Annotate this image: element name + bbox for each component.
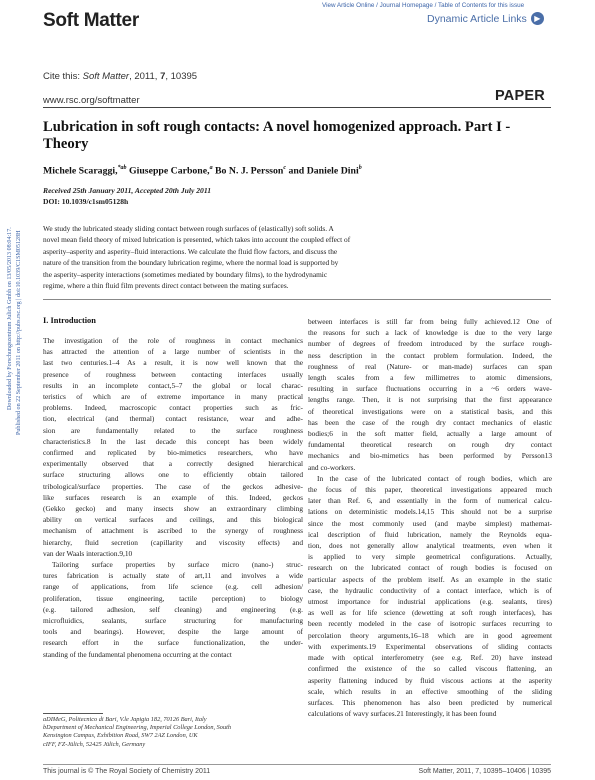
- footnote-line: bDepartment of Mechanical Engineering, Imperial College London, South: [43, 724, 232, 732]
- body-text-line: case, the hydraulic conductivity of a contact interface, which is of: [308, 585, 552, 595]
- abstract-line: nature of the transition from the boundary lubrication regime, where the normal load is supported by: [43, 258, 339, 268]
- body-text-line: later than Ref. 6, and essentially in the form of numerical calcu-: [308, 496, 552, 506]
- body-text-line: has attracted the attention of a large number of scientists in the: [43, 347, 303, 357]
- body-text-line: scale, which results in an effective smoothing of the sliding: [308, 686, 552, 696]
- body-text-line: ability on vertical surfaces and ceilings, and this biological: [43, 515, 303, 525]
- sidebar-published[interactable]: Published on 22 September 2011 on http://pubs.rsc.org | doi:10.1039/C1SM05128H: [16, 230, 22, 435]
- body-text-line: range of applications, from life science (e.g. cell adhesion/: [43, 582, 303, 592]
- article-title: Lubrication in soft rough contacts: A novel homogenized approach. Part I - Theory: [43, 119, 511, 152]
- body-text-line: confirmed and replicated by bio-mimetics researchers, who have: [43, 448, 303, 458]
- body-text-line: teristics of which are of extreme importance in many practical: [43, 392, 303, 402]
- cite-year: , 2011,: [129, 71, 161, 82]
- body-text-line: particular aspects of the problem itself. As an example in the static: [308, 574, 552, 584]
- body-text-line: of theoretical investigations were on a statistical basis, and this: [308, 406, 552, 416]
- abstract-line: regime, where a thin fluid film prevents direct contact between the mating surfaces.: [43, 281, 289, 291]
- cite-prefix: Cite this:: [43, 71, 83, 82]
- body-text-line: tools and bearings). However, despite the large amount of: [43, 627, 303, 637]
- body-text-line: presence of roughness between contacting interfaces usually: [43, 369, 303, 379]
- body-text-line: tures fabrication is actually state of art,11 and involves a wide: [43, 571, 303, 581]
- abstract-line: asperity–asperity and asperity–fluid interactions. We calculate the fluid flow factors, and discuss the: [43, 246, 338, 256]
- body-text-line: (Gekko gecko) and many insects show an extraordinary climbing: [43, 504, 303, 514]
- right-column: [308, 316, 552, 719]
- body-text-line: since the most commonly used (and maybe simplest) mathemat-: [308, 518, 552, 528]
- abstract-line: We study the lubricated steady sliding contact between rough surfaces of (elastically) soft solids. A: [43, 224, 334, 233]
- body-text-line: lations on deterministic models.14,15 This should not be a surprise: [308, 507, 552, 517]
- affiliation-footnotes: [43, 716, 303, 749]
- body-text-line: length scales from a few millimetres to atomic dimensions,: [308, 373, 552, 383]
- cite-volume: 7: [160, 71, 166, 82]
- header-rule: [43, 107, 551, 108]
- body-text-line: sion are fundamentally related to the surface roughness: [43, 425, 303, 435]
- footnote-line: cIFF, FZ-Jülich, 52425 Jülich, Germany: [43, 740, 146, 748]
- abstract-line: the asperity–asperity interactions (sometimes mediated by boundary films), to the hydrodynamic: [43, 269, 328, 279]
- body-text-line: results in an incomplete contact,5–7 the global or local charac-: [43, 380, 303, 390]
- body-text-line: problems. Indeed, macroscopic contact properties such as fric-: [43, 403, 303, 413]
- download-sidebar: [2, 185, 24, 435]
- top-links: View Article Online / Journal Homepage / Table of Contents for this issue: [322, 2, 525, 9]
- footnote-line: aDIMeG, Politecnico di Bari, V.le Japigia 182, 70126 Bari, Italy: [43, 716, 207, 723]
- left-column: [43, 335, 303, 660]
- body-text-line: made with optical interferometry (see e.g. Ref. 20) have instead: [308, 653, 552, 663]
- body-text-line: between interfaces is still far from being fully achieved.12 One of: [308, 317, 552, 326]
- body-text-line: bodies;6 in the soft matter field, actually a large amount of: [308, 429, 552, 439]
- body-text-line: resulting in surface fluctuations occurring in a ~6 orders wave-: [308, 384, 552, 394]
- body-text-line: The investigation of the role of roughness in contact mechanics: [43, 336, 303, 345]
- body-text-line: with experiments.19 Experimental observations of sliding contacts: [308, 641, 552, 651]
- footnote-line: Kensington Campus, Exhibition Road, SW7 2AZ London, UK: [43, 732, 198, 740]
- body-text-line: been recently modeled in the case of isotropic surfaces recurring to: [308, 619, 552, 629]
- body-text-line: microfluidics, sealants, surface structuring for manufacturing: [43, 616, 303, 626]
- body-text-line: mechanics and bio-mimetics has been performed by Persson13: [308, 451, 552, 461]
- body-text-line: percolation theory arguments,16–18 which are in good agreement: [308, 630, 552, 640]
- body-text-line: Tailoring surface properties by surface micro (nano-) struc-: [52, 560, 303, 570]
- body-text-line: fundamental theoretical research on rough dry contact: [308, 440, 552, 450]
- body-text-line: hierarchy, fluid secretion (capillarity and viscosity effects) and: [43, 537, 303, 547]
- body-text-line: confirmed the existence of the so called viscous flattening, an: [308, 664, 552, 674]
- body-text-line: tion, electrical (and thermal) contact resistance, wear and adhe-: [43, 414, 303, 424]
- dynamic-article-links[interactable]: [427, 12, 544, 25]
- body-text-line: ness description in the contact problem formulation. Indeed, the: [308, 350, 552, 360]
- sidebar-downloaded[interactable]: Downloaded by Forschungszentrum Julich Gmbh on 13/05/2013 08:04:17.: [7, 227, 13, 410]
- dynamic-article-links-label[interactable]: Dynamic Article Links: [427, 12, 527, 25]
- body-text-line: as well as for life science (dewetting at soft rough interfaces), has: [308, 608, 552, 618]
- body-text-line: like surfaces research is an example of this. Indeed, geckos: [43, 492, 303, 502]
- body-text-line: In the case of the lubricated contact of rough bodies, which are: [317, 473, 552, 483]
- body-text-line: asperity flattening induced by fluid viscous actions at the asperity: [308, 675, 552, 685]
- body-text-line: tion, does not generally allow analytical treatments, even when it: [308, 541, 552, 551]
- cite-pages: , 10395: [165, 71, 198, 82]
- section-heading: I. Introduction: [43, 316, 96, 325]
- body-text-line: tribological/surface properties. The case of the geckos adhesive-: [43, 481, 303, 491]
- body-text-line: calculations of wavy surfaces.21 Interestingly, it has been found: [308, 709, 497, 719]
- article-type-label: PAPER: [495, 88, 545, 104]
- body-text-line: surface structuring allows one to efficiently obtain tailored: [43, 470, 303, 480]
- footer-copyright: This journal is © The Royal Society of Chemistry 2011: [43, 768, 211, 775]
- body-text-line: last two centuries.1–4 As a result, it is now well known that the: [43, 358, 303, 368]
- abstract-line: novel mean field theory of mixed lubrication is presented, which takes into account the coupled effect of: [43, 235, 351, 245]
- body-text-line: characteristics.8 In the last decade this concept has been widely: [43, 436, 303, 446]
- body-text-line: research on the lubricated contact of rough bodies is focused on: [308, 563, 552, 573]
- body-text-line: has been the case of the rough dry contact mechanics of elastic: [308, 417, 552, 427]
- body-text-line: (e.g. tailored adhesion, self cleaning) and engineering (e.g.: [43, 604, 303, 614]
- journal-name: Soft Matter: [43, 10, 139, 31]
- footer-rule: [43, 764, 551, 765]
- cite-journal: Soft Matter: [82, 71, 130, 82]
- body-text-line: research effort in the surface functionalization, the under-: [43, 638, 303, 648]
- body-text-line: proliferation, tissue engineering, tactile perception) to biology: [43, 593, 303, 603]
- cite-this: [43, 71, 197, 82]
- body-text-line: experimentally observed that a correctly designed hierarchical: [43, 459, 303, 469]
- article-doi[interactable]: DOI: 10.1039/c1sm05128h: [43, 197, 129, 206]
- view-article-online-link[interactable]: View Article Online: [322, 2, 375, 9]
- body-text-line: surfaces. This phenomenon has also been predicted by numerical: [308, 697, 552, 707]
- body-text-line: mechanism of attachment is ascribed to the synergy of roughness: [43, 526, 303, 536]
- body-text-line: the focus of this paper, theoretical investigations appeared much: [308, 485, 552, 495]
- received-dates: Received 25th January 2011, Accepted 20th July 2011: [43, 186, 212, 195]
- body-text-line: and co-workers.: [308, 462, 356, 472]
- body-text-line: roughness of real (Nature- or man-made) surfaces can span: [308, 361, 552, 371]
- body-text-line: utmost importance for industrial applications (e.g. sealants, tires): [308, 597, 552, 607]
- journal-website[interactable]: www.rsc.org/softmatter: [43, 95, 140, 106]
- footer-citation: Soft Matter, 2011, 7, 10395–10406 | 10395: [418, 768, 551, 775]
- body-text-line: the reasons for such a lack of knowledge is due to the very large: [308, 328, 552, 338]
- footnote-rule: [43, 713, 103, 714]
- body-text-line: is applied to very simple geometrical configurations. Actually,: [308, 552, 552, 562]
- abstract-rule: [43, 299, 551, 300]
- play-arrow-icon[interactable]: ▶: [531, 12, 544, 25]
- body-text-line: standing of the fundamental phenomena occurring at the contact: [43, 649, 232, 659]
- body-text-line: number of degrees of freedom introduced by the surface rough-: [308, 339, 552, 349]
- author-list: Michele Scaraggi,$^{*ab}$ Giuseppe Carbone,$^a$ Bo N. J. Persson$^c$ and Daniele Dini$^b$: [43, 165, 362, 177]
- table-of-contents-link[interactable]: Table of Contents for this issue: [438, 2, 525, 9]
- body-text-line: van der Waals interaction.9,10: [43, 548, 133, 558]
- abstract: [43, 223, 448, 291]
- body-text-line: lengths range. Then, it is not surprising that the first appearance: [308, 395, 552, 405]
- body-text-line: ical description of fluid lubrication, namely the Reynolds equa-: [308, 529, 552, 539]
- journal-homepage-link[interactable]: Journal Homepage: [379, 2, 433, 9]
